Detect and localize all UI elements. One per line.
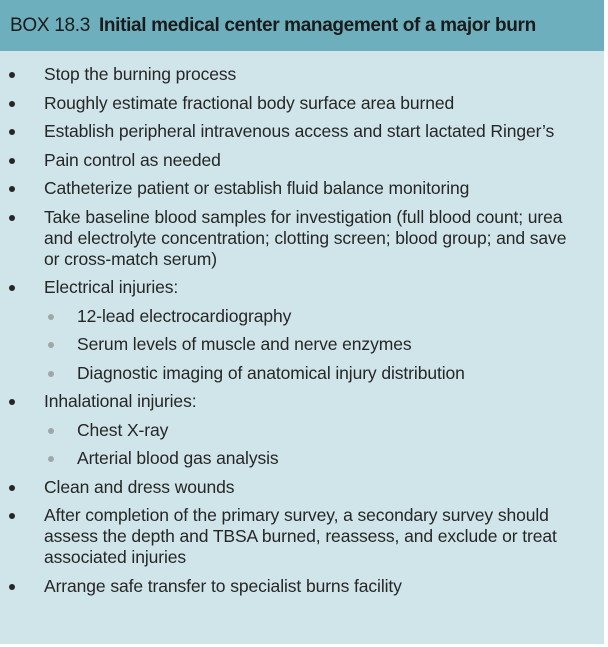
list-item-text: Take baseline blood samples for investigation (full blood count; urea and electrolyte concentration; clotting screen; blood group; and save or cross-match serum) — [44, 206, 567, 269]
list-item — [0, 93, 604, 114]
list-item — [0, 477, 604, 498]
list-item — [0, 505, 604, 568]
list-item — [0, 207, 604, 270]
inhalational-injuries-sublist — [44, 420, 574, 470]
list-item — [0, 178, 604, 199]
sub-list-item-text: Arterial blood gas analysis — [77, 448, 279, 468]
list-item — [0, 64, 604, 85]
sub-list-item-text: 12-lead electrocardiography — [77, 305, 292, 326]
bullet-icon — [9, 72, 15, 78]
list-item — [0, 576, 604, 597]
list-item-text: Establish peripheral intravenous access and start lactated Ringer’s — [44, 121, 555, 141]
list-item-text: Stop the burning process — [44, 64, 237, 84]
list-item-text: Pain control as needed — [44, 149, 221, 170]
bullet-icon — [9, 485, 15, 491]
list-item-inhalational-injuries — [0, 391, 604, 469]
list-item — [0, 121, 604, 142]
sub-list-item — [44, 363, 574, 384]
sub-list-item — [44, 448, 574, 469]
bullet-icon — [9, 215, 15, 221]
sub-bullet-icon — [48, 314, 54, 320]
bullet-icon — [9, 513, 15, 519]
sub-list-item — [44, 334, 574, 355]
bullet-icon — [9, 285, 15, 291]
bullet-icon — [9, 186, 15, 192]
sub-list-item-text: Diagnostic imaging of anatomical injury distribution — [77, 362, 465, 383]
sub-list-item — [44, 306, 574, 327]
sub-list-item-text: Serum levels of muscle and nerve enzymes — [77, 334, 412, 354]
bullet-icon — [9, 158, 15, 164]
list-item — [0, 150, 604, 171]
sub-list-item — [44, 420, 574, 441]
management-list — [0, 64, 604, 604]
list-item-text: Catheterize patient or establish fluid balance monitoring — [44, 178, 470, 198]
box-title: Initial medical center management of a major burn — [98, 14, 536, 36]
sub-bullet-icon — [48, 428, 54, 434]
bullet-icon — [9, 399, 15, 405]
box-number: BOX 18.3 — [10, 14, 90, 36]
sub-list-item-text: Chest X-ray — [77, 419, 169, 440]
list-item-text: Roughly estimate fractional body surface area burned — [44, 92, 455, 113]
list-item-text: Arrange safe transfer to specialist burns facility — [44, 575, 402, 596]
box-header — [0, 0, 604, 51]
electrical-injuries-sublist — [44, 306, 574, 384]
bullet-icon — [9, 584, 15, 590]
bullet-icon — [9, 101, 15, 107]
sub-bullet-icon — [48, 371, 54, 377]
list-item-text: Electrical injuries: — [44, 277, 179, 297]
list-item-text: Clean and dress wounds — [44, 476, 235, 497]
sub-bullet-icon — [48, 456, 54, 462]
list-item-electrical-injuries — [0, 277, 604, 384]
bullet-icon — [9, 129, 15, 135]
sub-bullet-icon — [48, 342, 54, 348]
list-item-text: After completion of the primary survey, a secondary survey should assess the depth and TBSA burned, reassess, and exclude or treat associated injuries — [44, 505, 557, 567]
list-item-text: Inhalational injuries: — [44, 391, 197, 411]
